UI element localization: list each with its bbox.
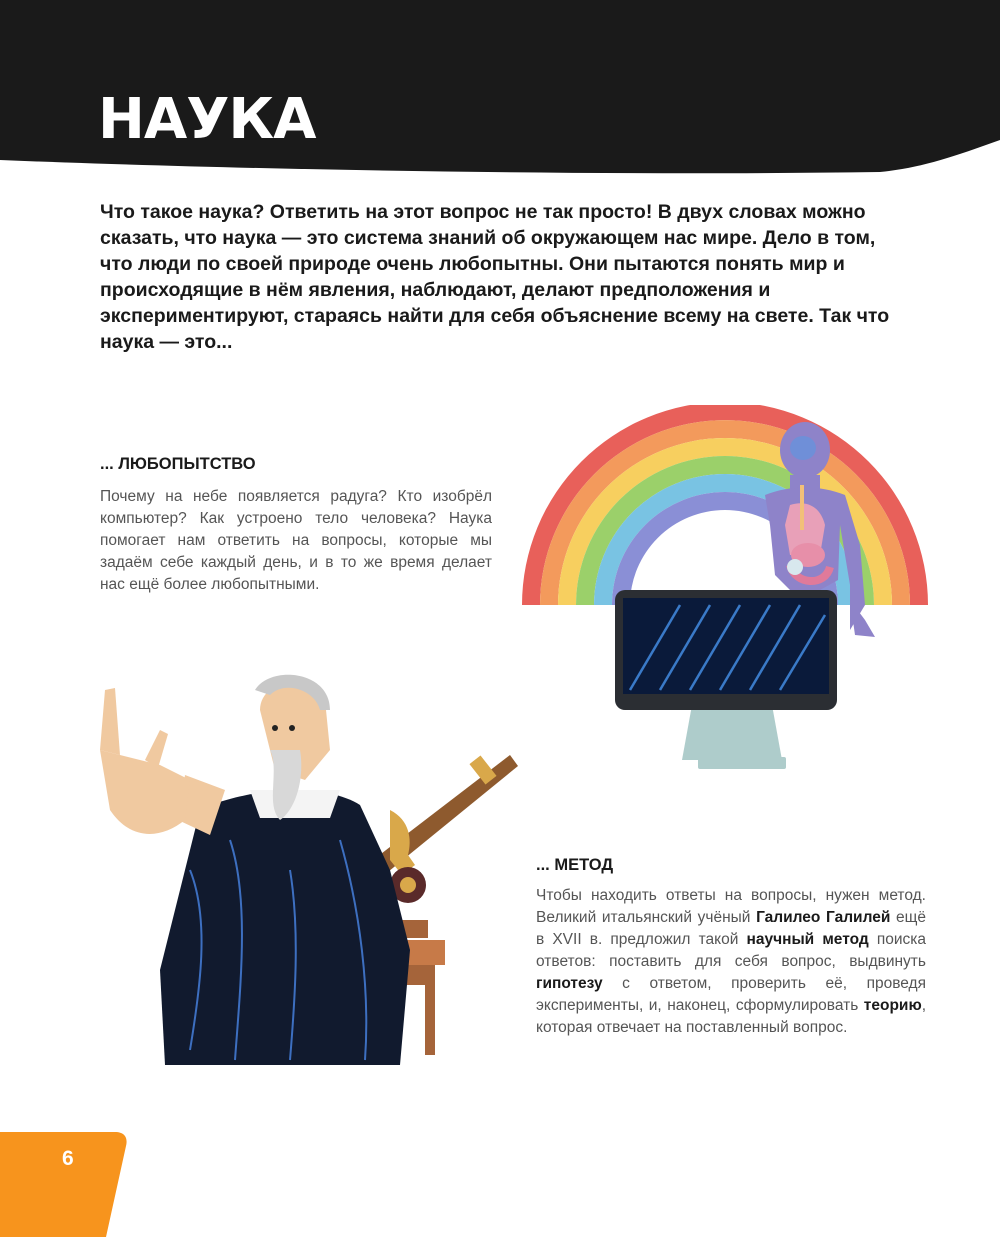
theory-term: теорию [863, 997, 922, 1014]
galileo-figure [100, 675, 410, 1065]
page-number: 6 [62, 1147, 74, 1170]
curiosity-heading: ... ЛЮБОПЫТСТВО [100, 455, 256, 473]
method-text [536, 885, 926, 1039]
rainbow [522, 405, 928, 605]
method-text-part: Чтобы находить ответы на вопросы, нужен метод. Великий итальянский учёный [536, 887, 926, 926]
galileo-name: Галилео Галилей [756, 909, 891, 926]
scientific-method-term: научный метод [746, 931, 869, 948]
intro-paragraph: Что такое наука? Ответить на этот вопрос не так просто! В двух словах можно сказать, что наука — это система знаний об окружающем нас мире. Дело в том, что люди по своей природе очень любопытны. Они пытаются понять мир и происходящие в нём явления, наблюдают, делают предположения и экспериментируют, стараясь найти для себя объяснение всему на свете. Так что наука — это... [100, 201, 890, 353]
method-text-part: поиска ответов: поставить для себя вопрос, выдвинуть [536, 931, 926, 970]
rainbow-body-computer-illustration [520, 405, 940, 790]
computer-monitor [615, 590, 837, 769]
method-text-part: , которая отвечает на поставленный вопрос. [536, 997, 926, 1036]
curiosity-text: Почему на небе появляется радуга? Кто изобрёл компьютер? Как устроено тело человека? Наука помогает нам ответить на вопросы, которые мы задаём себе каждый день, и в то же время делает нас ещё более любопытными. [100, 488, 492, 593]
page-title: НАУКА [98, 87, 316, 152]
method-text-part: с ответом, проверить её, проведя эксперименты, и, наконец, сформулировать [536, 975, 926, 1014]
method-heading: ... МЕТОД [536, 856, 614, 874]
galileo-illustration [90, 670, 520, 1070]
method-text-part: ещё в XVII в. предложил такой [536, 909, 926, 948]
hypothesis-term: гипотезу [536, 975, 603, 992]
